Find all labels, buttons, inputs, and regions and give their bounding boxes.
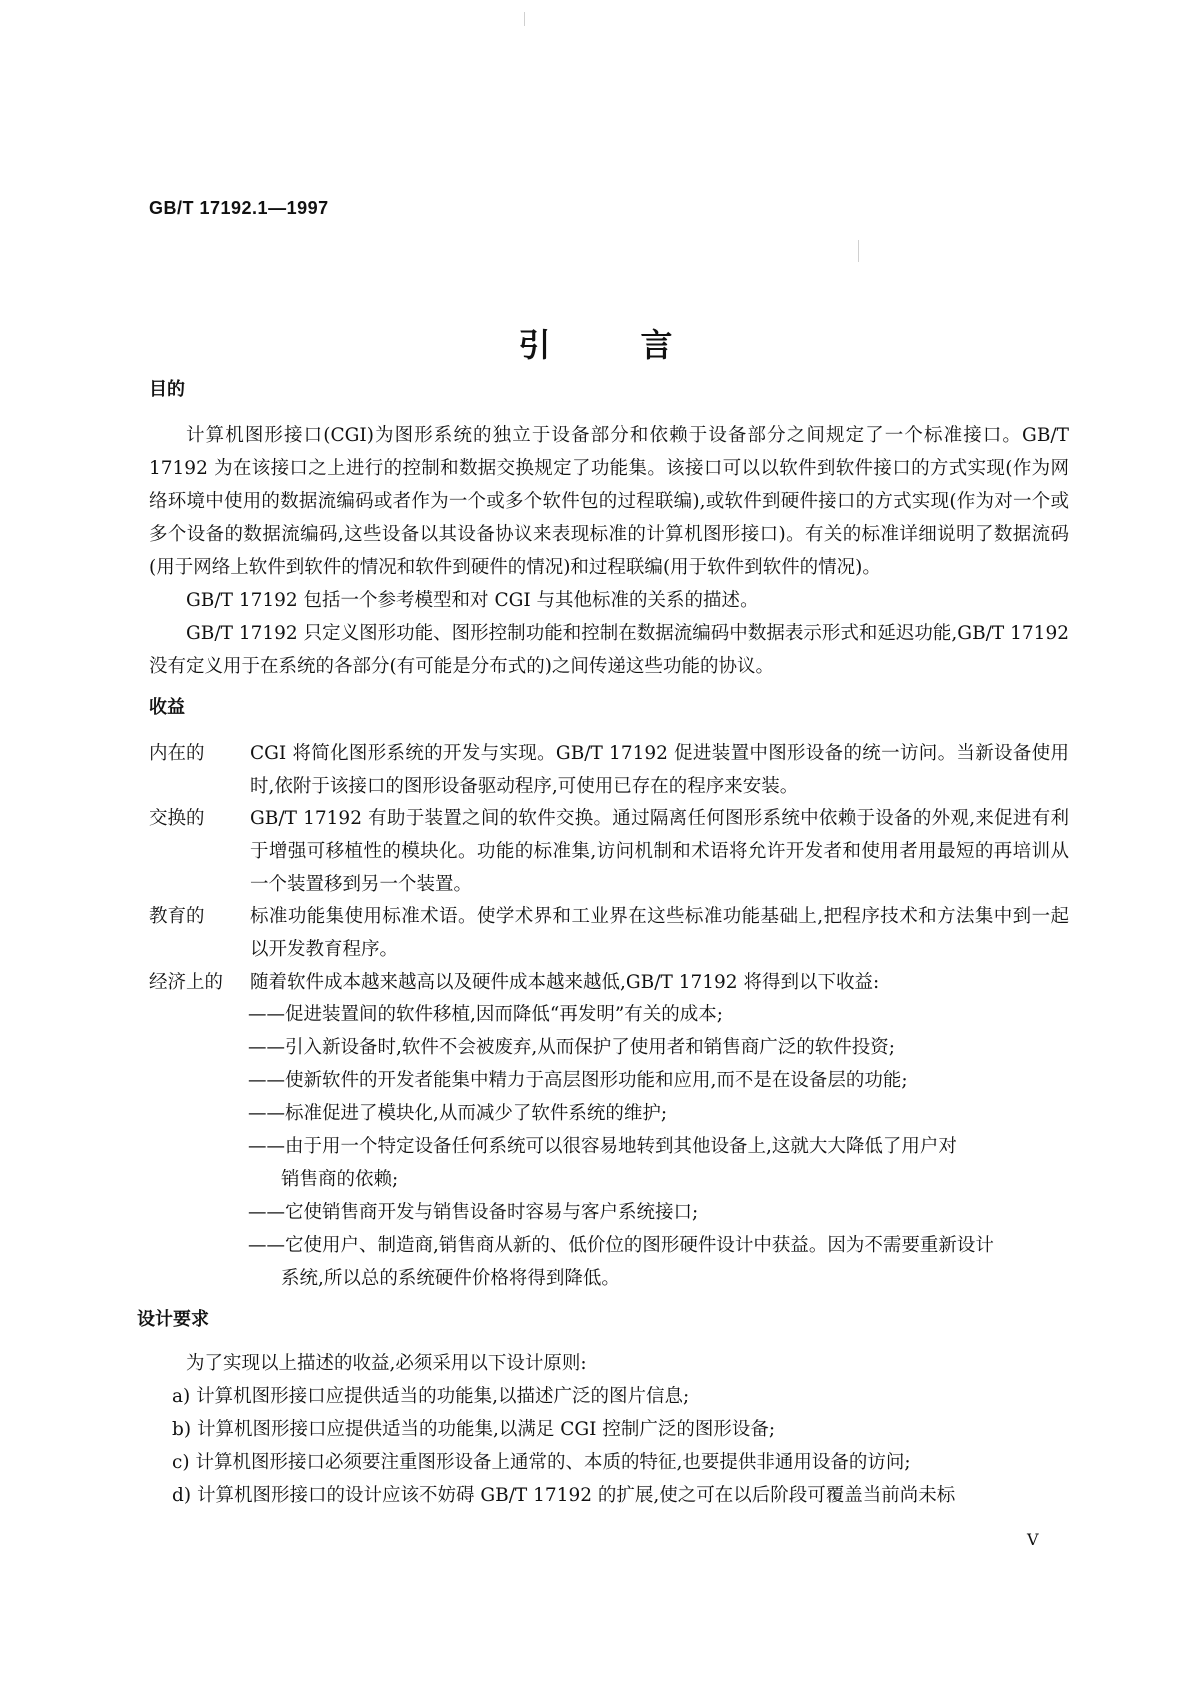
economic-point-text: ——引入新设备时,软件不会被废弃,从而保护了使用者和销售商广泛的软件投资; bbox=[248, 1037, 895, 1058]
section-heading-design: 设计要求 bbox=[137, 1309, 209, 1330]
economic-point-text: ——由于用一个特定设备任何系统可以很容易地转到其他设备上,这就大大降低了用户对 bbox=[248, 1136, 957, 1157]
economic-point bbox=[248, 1130, 1068, 1196]
design-intro: 为了实现以上描述的收益,必须采用以下设计原则: bbox=[186, 1353, 587, 1374]
economic-point-text: ——它使销售商开发与销售设备时容易与客户系统接口; bbox=[248, 1202, 699, 1223]
benefit-label: 教育的 bbox=[149, 906, 205, 927]
design-requirement-b: b) 计算机图形接口应提供适当的功能集,以满足 CGI 控制广泛的图形设备; bbox=[172, 1419, 776, 1440]
economic-point-text: ——使新软件的开发者能集中精力于高层图形功能和应用,而不是在设备层的功能; bbox=[248, 1070, 908, 1091]
economic-point-text: ——促进装置间的软件移植,因而降低“再发明”有关的成本; bbox=[248, 1004, 724, 1025]
design-requirement-a: a) 计算机图形接口应提供适当的功能集,以描述广泛的图片信息; bbox=[172, 1386, 690, 1407]
purpose-paragraph-3: GB/T 17192 只定义图形功能、图形控制功能和控制在数据流编码中数据表示形式和延迟功能,GB/T 17192 没有定义用于在系统的各部分(有可能是分布式的)之间传递这些功能的协议。 bbox=[149, 623, 1069, 677]
scan-mark-top bbox=[524, 12, 525, 26]
page-title: 引言 bbox=[518, 326, 763, 364]
purpose-paragraph-1: 计算机图形接口(CGI)为图形系统的独立于设备部分和依赖于设备部分之间规定了一个标准接口。GB/T 17192 为在该接口之上进行的控制和数据交换规定了功能集。该接口可以以软件到软件接口的方式实现(作为网络环境中使用的数据流编码或者作为一个或多个软件包的过程联编),或软件到硬件接口的方式实现(作为对一个或多个设备的数据流编码,这些设备以其设备协议来表现标准的计算机图形接口)。有关的标准详细说明了数据流码(用于网络上软件到软件的情况和软件到硬件的情况)和过程联编(用于软件到软件的情况)。 bbox=[149, 425, 1069, 578]
economic-point bbox=[248, 1097, 1068, 1130]
economic-point bbox=[248, 1064, 1068, 1097]
economic-point-continuation: 销售商的依赖; bbox=[281, 1169, 399, 1190]
purpose-paragraph-2: GB/T 17192 包括一个参考模型和对 CGI 与其他标准的关系的描述。 bbox=[186, 590, 759, 611]
economic-point bbox=[248, 1196, 1068, 1229]
economic-point-text: ——它使用户、制造商,销售商从新的、低价位的图形硬件设计中获益。因为不需要重新设计 bbox=[248, 1235, 994, 1256]
standard-code-header: GB/T 17192.1—1997 bbox=[149, 198, 329, 218]
scan-mark-right bbox=[858, 240, 859, 262]
economic-point bbox=[248, 1031, 1068, 1064]
benefit-text: GB/T 17192 有助于装置之间的软件交换。通过隔离任何图形系统中依赖于设备的外观,来促进有利于增强可移植性的模块化。功能的标准集,访问机制和术语将允许开发者和使用者用最短的再培训从一个装置移到另一个装置。 bbox=[250, 808, 1069, 895]
design-requirement-c: c) 计算机图形接口必须要注重图形设备上通常的、本质的特征,也要提供非通用设备的访问; bbox=[172, 1452, 911, 1473]
benefit-label: 内在的 bbox=[149, 743, 205, 764]
economic-point-text: ——标准促进了模块化,从而减少了软件系统的维护; bbox=[248, 1103, 668, 1124]
benefit-text: CGI 将简化图形系统的开发与实现。GB/T 17192 促进装置中图形设备的统一访问。当新设备使用时,依附于该接口的图形设备驱动程序,可使用已存在的程序来安装。 bbox=[250, 743, 1069, 797]
design-requirement-d: d) 计算机图形接口的设计应该不妨碍 GB/T 17192 的扩展,使之可在以后阶段可覆盖当前尚未标 bbox=[172, 1485, 956, 1506]
economic-point bbox=[248, 998, 1068, 1031]
benefit-label: 交换的 bbox=[149, 808, 205, 829]
page-number: V bbox=[1027, 1530, 1039, 1549]
benefit-text: 标准功能集使用标准术语。使学术界和工业界在这些标准功能基础上,把程序技术和方法集中到一起以开发教育程序。 bbox=[250, 906, 1069, 960]
section-heading-benefits: 收益 bbox=[149, 697, 185, 718]
benefit-label: 经济上的 bbox=[149, 972, 224, 993]
section-heading-purpose: 目的 bbox=[149, 379, 185, 400]
economic-point bbox=[248, 1229, 1068, 1295]
benefit-text: 随着软件成本越来越高以及硬件成本越来越低,GB/T 17192 将得到以下收益: bbox=[250, 972, 880, 993]
economic-point-continuation: 系统,所以总的系统硬件价格将得到降低。 bbox=[281, 1268, 620, 1289]
